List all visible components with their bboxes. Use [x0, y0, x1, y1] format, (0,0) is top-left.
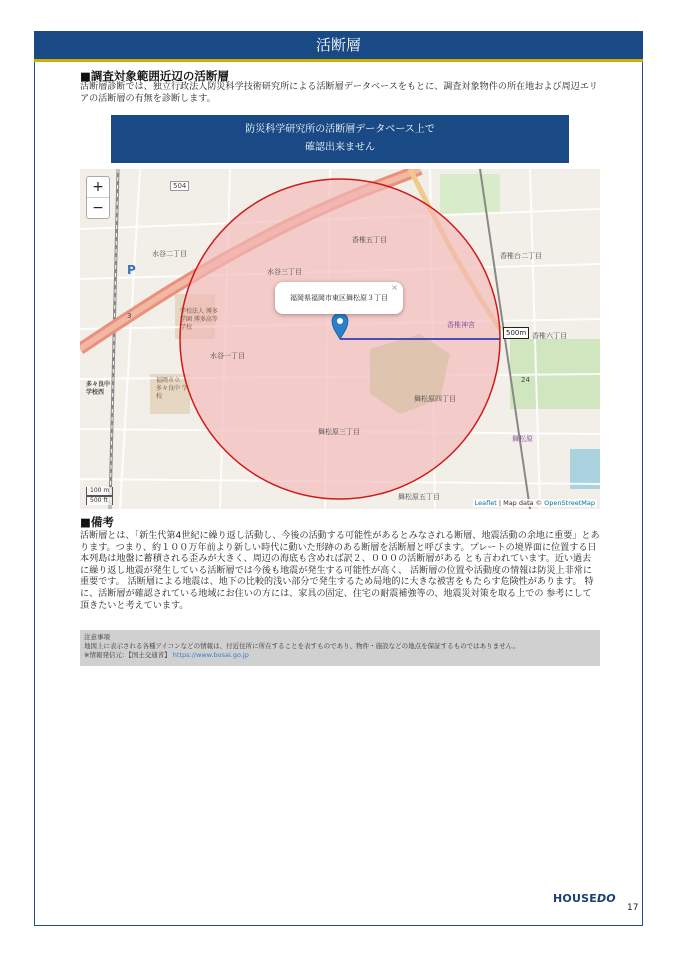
- parking-icon: P: [127, 263, 136, 277]
- map-label: 香椎五丁目: [352, 236, 387, 244]
- map-label: 水谷一丁目: [210, 352, 245, 360]
- page-title: 活断層: [34, 31, 643, 59]
- map-scale: [86, 487, 113, 505]
- source-link[interactable]: https://www.bosai.go.jp: [172, 651, 249, 659]
- page-number: 17: [627, 903, 639, 913]
- notes-box: [80, 630, 600, 666]
- result-notice: [111, 115, 569, 163]
- map-attribution: [473, 499, 597, 507]
- map-label: 香椎台二丁目: [500, 252, 542, 260]
- map-label: 香椎六丁目: [532, 332, 567, 340]
- map-label: 舞松原四丁目: [414, 395, 456, 403]
- company-logo: [553, 892, 616, 905]
- logo-do: DO: [596, 892, 616, 905]
- zoom-in-button[interactable]: +: [92, 179, 104, 195]
- zoom-control: [86, 176, 110, 219]
- osm-link[interactable]: OpenStreetMap: [544, 499, 595, 507]
- map-label: 504: [170, 181, 189, 191]
- title-underline: [34, 59, 643, 62]
- map-label: 水谷二丁目: [152, 250, 187, 258]
- popup-address: 福岡県福岡市東区舞松原３丁目: [290, 294, 388, 302]
- map-label: 24: [521, 376, 530, 384]
- map-label: 香椎神宮: [447, 321, 475, 329]
- map-graphics: [80, 169, 600, 509]
- fault-map[interactable]: [80, 169, 600, 509]
- notes-line: 地図上に表示される各種アイコンなどの情報は、付近住所に所在することを表すものであり、物件・施設などの地点を保証するものではありません。: [84, 642, 520, 650]
- notes-title: 注意事項: [84, 633, 110, 641]
- popup-close-icon[interactable]: ×: [391, 283, 398, 292]
- source-label: ※情報発信元：【国土交通省】: [84, 651, 171, 659]
- section-text-remarks: 活断層とは、「新生代第4世紀に繰り返し活動し、今後の活動する可能性があるとみなされる断層、地震活動の余地に重要」とあります。つまり、約１００万年前より新しい時代に動いた形跡のある断層を活断層と呼びます。プレートの境界面に位置する日本列島は地盤に蓄積される歪みが大きく、周辺の海底も含めれば訳２、０００の活断層がある とも言われています。近い過去に繰り返し地震が発生している活断層では今後も地震が発生する可能性が高く、 活断層の位置や活動度の情報は防災上非常に重要です。 活断層による地震は、地下の比較的浅い部分で発生するため局地的に大きな被害をもたらす危険性があります。 特に、活断層が確認されている地域にお住いの方には、家具の固定、住宅の耐震補強等の、地震災対策を取る上での 参考にして頂きたいと考えています。: [80, 531, 600, 611]
- map-label: 舞松原三丁目: [318, 428, 360, 436]
- notice-line-1: 防災科学研究所の活断層データベース上で: [245, 124, 435, 135]
- radius-label: 500m: [503, 327, 529, 339]
- scale-meters: 100 m: [86, 487, 113, 496]
- leaflet-link[interactable]: Leaflet: [474, 499, 497, 507]
- map-label: 舞松原: [512, 435, 533, 443]
- map-label: 学校法人 博多学園 博多高等 学校: [180, 308, 218, 331]
- notice-line-2: 確認出来ません: [305, 142, 375, 153]
- map-label: 福岡市立 多々良中 学校: [156, 377, 188, 400]
- map-label: 3: [127, 312, 132, 320]
- map-label: 舞松原五丁目: [398, 493, 440, 501]
- attribution-separator: | Map data ©: [496, 499, 545, 507]
- logo-house: HOUSE: [553, 892, 597, 905]
- map-label: 水谷三丁目: [267, 268, 302, 276]
- zoom-out-button[interactable]: −: [87, 197, 109, 218]
- map-label: 多々良中 学校西: [86, 381, 111, 396]
- location-popup: [275, 282, 403, 314]
- scale-feet: 500 ft: [86, 496, 113, 505]
- section-heading-survey: ■調査対象範囲近辺の活断層: [80, 69, 229, 83]
- section-heading-remarks: ■備考: [80, 515, 114, 529]
- section-text-survey: 活断層診断では、独立行政法人防災科学技術研究所による活断層データベースをもとに、調査対象物件の所在地および周辺エリアの活断層の有無を診断します。: [80, 82, 598, 104]
- notes-source: [84, 651, 596, 660]
